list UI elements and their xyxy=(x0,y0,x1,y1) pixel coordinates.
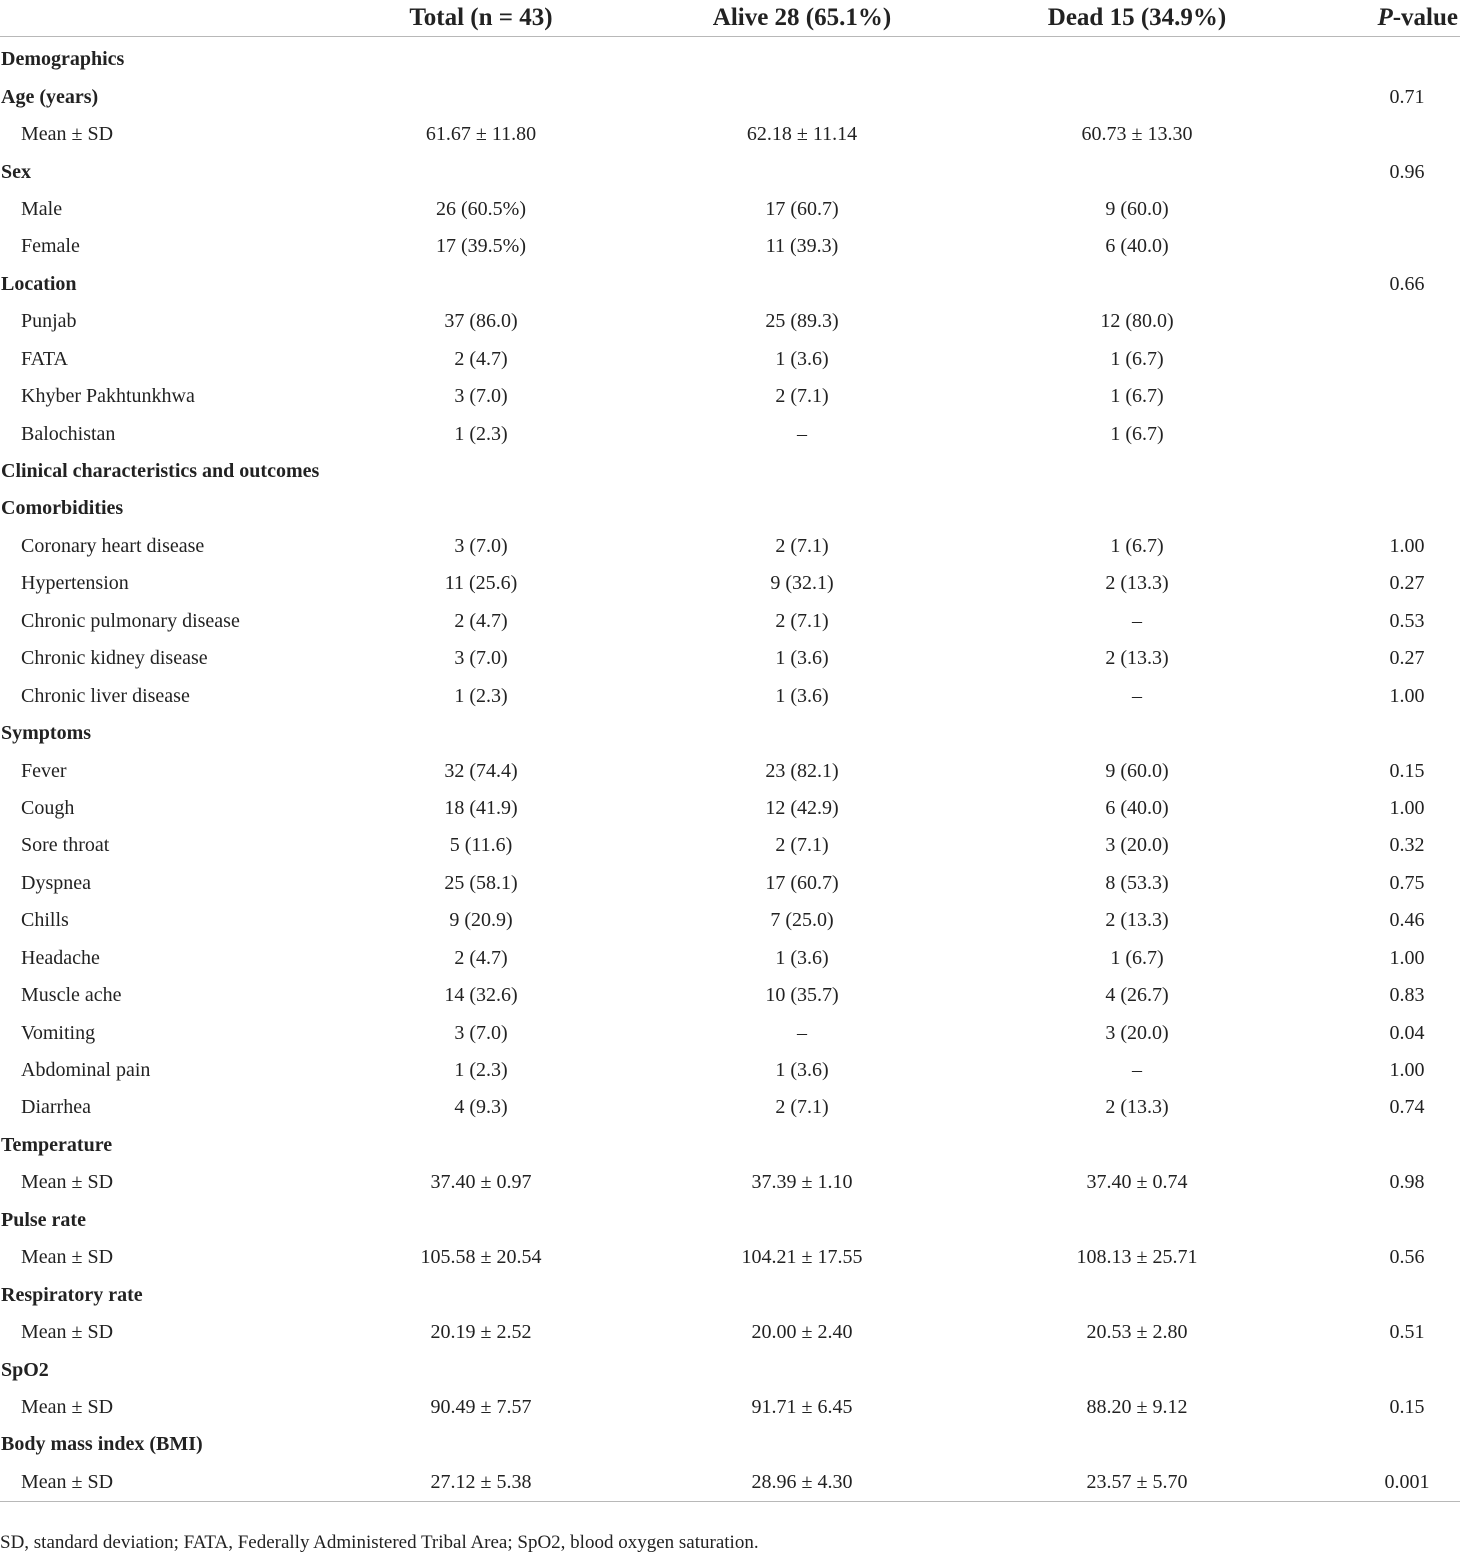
cell-dead: 88.20 ± 9.12 xyxy=(1086,1395,1188,1418)
row-label: SpO2 xyxy=(1,1358,49,1381)
table-row xyxy=(0,902,1460,939)
row-label: Temperature xyxy=(1,1133,113,1156)
row-label: Dyspnea xyxy=(21,871,91,894)
cell-total: 18 (41.9) xyxy=(444,796,518,819)
table-row xyxy=(0,116,1460,153)
table-row xyxy=(0,1014,1460,1051)
cell-alive: 17 (60.7) xyxy=(765,197,839,220)
row-label: Mean ± SD xyxy=(21,1321,114,1344)
cell-dead: 20.53 ± 2.80 xyxy=(1086,1321,1188,1344)
cell-total xyxy=(320,78,642,115)
cell-total: 1 (2.3) xyxy=(454,684,508,707)
row-label: FATA xyxy=(21,347,68,370)
cell-total: 1 (2.3) xyxy=(454,1059,508,1082)
cell-alive xyxy=(642,453,962,490)
row-label: Balochistan xyxy=(21,422,116,445)
cell-total: 3 (7.0) xyxy=(454,1021,508,1044)
cell-dead: 6 (40.0) xyxy=(1105,796,1169,819)
table-row xyxy=(0,752,1460,789)
cell-total xyxy=(320,1426,642,1463)
cell-total: 2 (4.7) xyxy=(454,946,508,969)
cell-p-value xyxy=(1312,303,1460,340)
cell-total: 25 (58.1) xyxy=(444,871,518,894)
cell-dead: 6 (40.0) xyxy=(1105,235,1169,258)
row-label: Mean ± SD xyxy=(21,1395,114,1418)
row-label: Chronic kidney disease xyxy=(21,647,208,670)
table-row xyxy=(0,940,1460,977)
row-label: Abdominal pain xyxy=(21,1059,151,1082)
group-heading-row xyxy=(0,1202,1460,1239)
cell-alive: 2 (7.1) xyxy=(775,1096,829,1119)
cell-alive: 37.39 ± 1.10 xyxy=(751,1171,853,1194)
cell-total xyxy=(320,153,642,190)
cell-total xyxy=(320,266,642,303)
row-label: Fever xyxy=(21,759,67,782)
cell-p-value xyxy=(1312,1202,1460,1239)
group-heading-row xyxy=(0,1127,1460,1164)
cell-total xyxy=(320,490,642,527)
cell-dead: 3 (20.0) xyxy=(1105,834,1169,857)
row-label: Pulse rate xyxy=(1,1208,86,1231)
group-heading-row xyxy=(0,1276,1460,1313)
cell-alive xyxy=(642,153,962,190)
table-row xyxy=(0,1314,1460,1351)
cell-p-value xyxy=(1312,378,1460,415)
table-head xyxy=(0,0,1460,37)
group-heading-row xyxy=(0,153,1460,190)
row-label: Mean ± SD xyxy=(0,1464,320,1502)
cell-total: 9 (20.9) xyxy=(449,909,513,932)
cell-total xyxy=(320,453,642,490)
cell-total xyxy=(320,1202,642,1239)
cell-alive: 20.00 ± 2.40 xyxy=(751,1321,853,1344)
cell-dead: 1 (6.7) xyxy=(1110,422,1164,445)
row-label: Mean ± SD xyxy=(21,123,114,146)
row-label: Comorbidities xyxy=(1,497,124,520)
cell-p-value: 1.00 xyxy=(1389,534,1425,557)
cell-p-value xyxy=(1312,341,1460,378)
cell-alive xyxy=(642,1351,962,1388)
cell-p-value: 1.00 xyxy=(1389,946,1425,969)
cell-dead: 8 (53.3) xyxy=(1105,871,1169,894)
row-label: Sex xyxy=(1,160,31,183)
cell-dead: 60.73 ± 13.30 xyxy=(1081,123,1193,146)
cell-alive: 2 (7.1) xyxy=(775,609,829,632)
cell-total: 5 (11.6) xyxy=(449,834,513,857)
cell-total xyxy=(320,1127,642,1164)
row-label: Symptoms xyxy=(1,722,92,745)
section-heading-row xyxy=(0,37,1460,79)
table-row xyxy=(0,303,1460,340)
group-heading-row xyxy=(0,490,1460,527)
cell-p-value: 0.001 xyxy=(1312,1464,1460,1502)
cell-p-value xyxy=(1312,1351,1460,1388)
cell-dead: 9 (60.0) xyxy=(1105,197,1169,220)
cell-dead: – xyxy=(1132,1059,1142,1082)
cell-p-value xyxy=(1312,37,1460,79)
cell-p-value: 0.15 xyxy=(1389,759,1425,782)
row-label: Body mass index (BMI) xyxy=(1,1433,203,1456)
column-header-dead: Dead 15 (34.9%) xyxy=(962,0,1312,37)
cell-dead xyxy=(962,266,1312,303)
table-row xyxy=(0,1164,1460,1201)
cell-dead xyxy=(962,1127,1312,1164)
cell-total: 1 (2.3) xyxy=(454,422,508,445)
cell-alive: 28.96 ± 4.30 xyxy=(642,1464,962,1502)
cell-total: 26 (60.5%) xyxy=(436,197,526,220)
p-value-suffix: -value xyxy=(1392,4,1458,31)
cell-p-value: 1.00 xyxy=(1389,684,1425,707)
cell-p-value: 0.51 xyxy=(1389,1321,1425,1344)
cell-dead: 2 (13.3) xyxy=(1105,572,1169,595)
cell-dead xyxy=(962,715,1312,752)
cell-dead xyxy=(962,37,1312,79)
cell-p-value: 1.00 xyxy=(1389,1059,1425,1082)
cell-dead xyxy=(962,490,1312,527)
cell-alive: – xyxy=(797,422,807,445)
cell-dead xyxy=(962,1276,1312,1313)
row-label: Punjab xyxy=(21,310,77,333)
cell-total: 61.67 ± 11.80 xyxy=(425,123,537,146)
cell-total: 27.12 ± 5.38 xyxy=(320,1464,642,1502)
row-label: Age (years) xyxy=(1,85,99,108)
row-label: Chronic liver disease xyxy=(21,684,190,707)
cell-alive: 1 (3.6) xyxy=(775,647,829,670)
cell-dead: 37.40 ± 0.74 xyxy=(1086,1171,1188,1194)
row-label: Khyber Pakhtunkhwa xyxy=(21,385,195,408)
cell-total xyxy=(320,1276,642,1313)
cell-total xyxy=(320,1351,642,1388)
cell-p-value: 0.75 xyxy=(1389,871,1425,894)
cell-total: 17 (39.5%) xyxy=(436,235,526,258)
cell-total xyxy=(320,37,642,79)
row-label: Vomiting xyxy=(21,1021,96,1044)
cell-alive xyxy=(642,490,962,527)
cell-dead: 1 (6.7) xyxy=(1110,534,1164,557)
cell-total: 37.40 ± 0.97 xyxy=(430,1171,532,1194)
table-row xyxy=(0,827,1460,864)
cell-p-value: 0.83 xyxy=(1389,984,1425,1007)
cell-alive: 10 (35.7) xyxy=(765,984,839,1007)
cell-total xyxy=(320,715,642,752)
cell-p-value xyxy=(1312,1127,1460,1164)
row-label: Chronic pulmonary disease xyxy=(21,609,240,632)
cell-dead xyxy=(962,1426,1312,1463)
table-row xyxy=(0,677,1460,714)
table-row xyxy=(0,1389,1460,1426)
cell-total: 105.58 ± 20.54 xyxy=(420,1246,542,1269)
cell-p-value: 1.00 xyxy=(1389,796,1425,819)
header-row xyxy=(0,0,1460,37)
cell-p-value xyxy=(1312,490,1460,527)
cell-alive: 2 (7.1) xyxy=(775,385,829,408)
cell-alive: 9 (32.1) xyxy=(770,572,834,595)
cell-dead: 1 (6.7) xyxy=(1110,946,1164,969)
cell-p-value xyxy=(1312,715,1460,752)
row-label: Female xyxy=(21,235,80,258)
cell-alive: 104.21 ± 17.55 xyxy=(741,1246,863,1269)
cell-alive: 23 (82.1) xyxy=(765,759,839,782)
cell-dead: 3 (20.0) xyxy=(1105,1021,1169,1044)
cell-dead xyxy=(962,1202,1312,1239)
cell-dead xyxy=(962,78,1312,115)
row-label: Cough xyxy=(21,796,75,819)
cell-alive xyxy=(642,1276,962,1313)
cell-total: 90.49 ± 7.57 xyxy=(430,1395,532,1418)
row-label: Location xyxy=(1,272,77,295)
group-heading-row xyxy=(0,715,1460,752)
cell-total: 37 (86.0) xyxy=(444,310,518,333)
cell-alive: 1 (3.6) xyxy=(775,946,829,969)
cell-alive: 62.18 ± 11.14 xyxy=(746,123,858,146)
table-row xyxy=(0,790,1460,827)
table-row xyxy=(0,603,1460,640)
row-label: Mean ± SD xyxy=(21,1246,114,1269)
cell-p-value: 0.46 xyxy=(1389,909,1425,932)
cell-alive xyxy=(642,715,962,752)
column-header-p-value xyxy=(1312,0,1460,37)
column-header-total: Total (n = 43) xyxy=(320,0,642,37)
cell-total: 3 (7.0) xyxy=(454,534,508,557)
cell-alive: 12 (42.9) xyxy=(765,796,839,819)
cell-p-value: 0.96 xyxy=(1389,160,1425,183)
row-label: Male xyxy=(21,197,63,220)
table-row xyxy=(0,640,1460,677)
table-row xyxy=(0,1089,1460,1126)
cell-dead xyxy=(962,453,1312,490)
cell-alive: 1 (3.6) xyxy=(775,347,829,370)
cell-dead: 2 (13.3) xyxy=(1105,1096,1169,1119)
column-header-label xyxy=(0,0,320,37)
row-label: Headache xyxy=(21,946,100,969)
cell-dead: 9 (60.0) xyxy=(1105,759,1169,782)
cell-p-value xyxy=(1312,1426,1460,1463)
row-label: Chills xyxy=(21,909,69,932)
row-label: Coronary heart disease xyxy=(21,534,205,557)
cell-p-value xyxy=(1312,116,1460,153)
cell-dead: 4 (26.7) xyxy=(1105,984,1169,1007)
cell-total: 11 (25.6) xyxy=(444,572,518,595)
table-row xyxy=(0,528,1460,565)
cell-alive: 25 (89.3) xyxy=(765,310,839,333)
group-heading-row xyxy=(0,266,1460,303)
cell-alive xyxy=(642,1202,962,1239)
cell-alive: 2 (7.1) xyxy=(775,834,829,857)
table-row xyxy=(0,415,1460,452)
table-row xyxy=(0,1464,1460,1502)
cell-alive: – xyxy=(797,1021,807,1044)
cell-alive xyxy=(642,1127,962,1164)
cell-alive: 91.71 ± 6.45 xyxy=(751,1395,853,1418)
row-label: Sore throat xyxy=(21,834,110,857)
table-row xyxy=(0,865,1460,902)
group-heading-row xyxy=(0,1426,1460,1463)
cell-dead: – xyxy=(1132,684,1142,707)
cell-dead: 2 (13.3) xyxy=(1105,647,1169,670)
section-heading-row xyxy=(0,453,1460,490)
table-row xyxy=(0,1239,1460,1276)
cell-total: 14 (32.6) xyxy=(444,984,518,1007)
row-label: Muscle ache xyxy=(21,984,122,1007)
cell-p-value: 0.71 xyxy=(1389,85,1425,108)
cell-p-value: 0.32 xyxy=(1389,834,1425,857)
group-heading-row xyxy=(0,1351,1460,1388)
cell-alive xyxy=(642,37,962,79)
cell-total: 2 (4.7) xyxy=(454,609,508,632)
cell-dead: 108.13 ± 25.71 xyxy=(1076,1246,1198,1269)
row-label: Mean ± SD xyxy=(21,1171,114,1194)
cell-p-value xyxy=(1312,1276,1460,1313)
table-row xyxy=(0,1052,1460,1089)
row-label: Hypertension xyxy=(21,572,129,595)
cell-dead: 2 (13.3) xyxy=(1105,909,1169,932)
cell-total: 3 (7.0) xyxy=(454,385,508,408)
cell-dead: – xyxy=(1132,609,1142,632)
cell-p-value xyxy=(1312,228,1460,265)
cell-total: 3 (7.0) xyxy=(454,647,508,670)
table-row xyxy=(0,977,1460,1014)
cell-p-value xyxy=(1312,415,1460,452)
cell-total: 32 (74.4) xyxy=(444,759,518,782)
cell-dead: 12 (80.0) xyxy=(1100,310,1174,333)
cell-dead xyxy=(962,153,1312,190)
cell-p-value: 0.27 xyxy=(1389,647,1425,670)
cell-alive: 1 (3.6) xyxy=(775,684,829,707)
cell-alive: 1 (3.6) xyxy=(775,1059,829,1082)
cell-p-value: 0.53 xyxy=(1389,609,1425,632)
cell-alive: 17 (60.7) xyxy=(765,871,839,894)
cell-p-value: 0.15 xyxy=(1389,1395,1425,1418)
cell-p-value: 0.98 xyxy=(1389,1171,1425,1194)
cell-alive xyxy=(642,1426,962,1463)
table-row xyxy=(0,341,1460,378)
cell-p-value: 0.74 xyxy=(1389,1096,1425,1119)
cell-p-value xyxy=(1312,191,1460,228)
cell-alive: 2 (7.1) xyxy=(775,534,829,557)
table-row xyxy=(0,191,1460,228)
cell-p-value: 0.56 xyxy=(1389,1246,1425,1269)
cell-p-value: 0.27 xyxy=(1389,572,1425,595)
cell-total: 20.19 ± 2.52 xyxy=(430,1321,532,1344)
cell-alive: 7 (25.0) xyxy=(770,909,834,932)
row-label: Respiratory rate xyxy=(1,1283,143,1306)
cell-p-value: 0.04 xyxy=(1389,1021,1425,1044)
cell-dead: 1 (6.7) xyxy=(1110,385,1164,408)
table-footnote: SD, standard deviation; FATA, Federally Administered Tribal Area; SpO2, blood oxygen saturation. xyxy=(0,1532,759,1553)
cell-total: 2 (4.7) xyxy=(454,347,508,370)
table-row xyxy=(0,228,1460,265)
row-label: Diarrhea xyxy=(21,1096,91,1119)
cell-p-value: 0.66 xyxy=(1389,272,1425,295)
cell-total: 4 (9.3) xyxy=(454,1096,508,1119)
table-body xyxy=(0,37,1460,1502)
cell-p-value xyxy=(1312,453,1460,490)
cell-dead: 1 (6.7) xyxy=(1110,347,1164,370)
cell-alive: 11 (39.3) xyxy=(765,235,839,258)
cell-alive xyxy=(642,266,962,303)
row-label: Clinical characteristics and outcomes xyxy=(1,460,320,483)
table-row xyxy=(0,378,1460,415)
cell-dead xyxy=(962,1351,1312,1388)
row-label: Demographics xyxy=(1,48,125,71)
p-value-italic-letter: P xyxy=(1377,4,1393,31)
table-row xyxy=(0,565,1460,602)
column-header-alive: Alive 28 (65.1%) xyxy=(642,0,962,37)
cell-dead: 23.57 ± 5.70 xyxy=(962,1464,1312,1502)
group-heading-row xyxy=(0,78,1460,115)
cell-alive xyxy=(642,78,962,115)
